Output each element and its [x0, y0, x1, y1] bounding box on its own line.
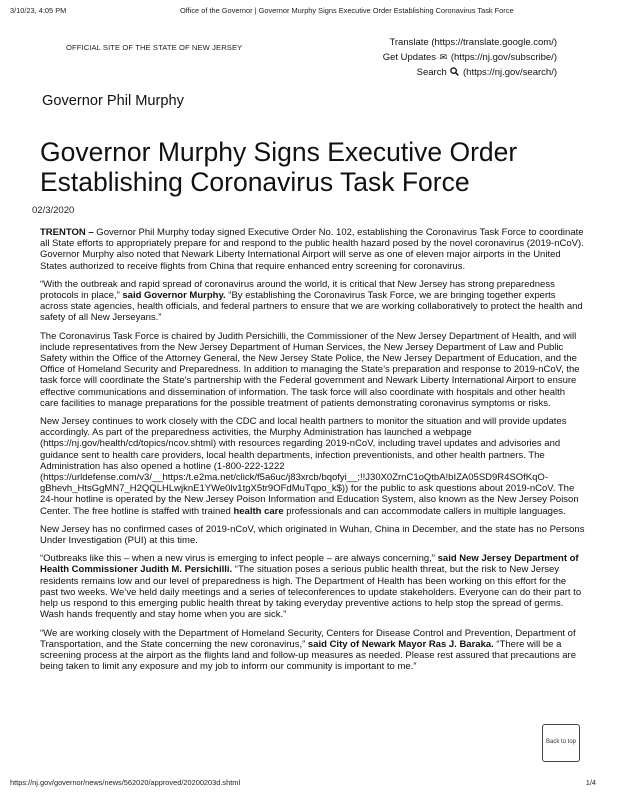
print-page-title: Office of the Governor | Governor Murphy Signs Executive Order Establishing Coronavirus Task Force	[180, 6, 514, 15]
print-header	[10, 6, 608, 18]
quote-attribution: said City of Newark Mayor Ras J. Baraka.	[305, 638, 494, 650]
paragraph: The Coronavirus Task Force is chaired by Judith Persichilli, the Commissioner of the New Jersey Department of Health, and will include representatives from the New Jersey Department of Human Services, the New Jersey Department of Law and Public Safety within the Office of the Attorney General, the New Jersey State Police, the New Jersey Department of Education, and the Office of Homeland Security and Preparedness. In addition to managing the State’s preparation and response to 2019-nCoV, the task force will coordinate the State’s partnership with the Federal government and Newark Liberty International Airport to ensure effective communications and dissemination of information. The task force will also coordinate with hospitals and other health care facilities to manage preparations for the possible treatment of patients demonstrating coronavirus symptoms or risks.	[40, 330, 580, 409]
paragraph: New Jersey continues to work closely with the CDC and local health partners to monitor the situation and will provide updates accordingly. As part of the preparedness activities, the Murphy Administration has launched a webpage (https://nj.gov/health/cd/topics/ncov.shtml) with resources regarding 2019-nCoV, including travel updates and advisories and guidance sent to health care providers, local health departments, infection preventionists, and other health partners. The Administration has also opened a hotline (1-800-222-1222 (https://urldefense.com/v3/__https:/t.e2ma.net/click/f5a6uc/j83xrcb/bqofyi__;!!J30X0ZrnC1oQtbA!bIZA05SD9R4SOfKqO-gBhevh_HtsGgMN7_H2QQLHLwjknE1YWe0lv1tgX5tr9OFdMuTqpo_k$)) for the public to ask questions about 2019-nCoV. The 24-hour hotline is operated by the New Jersey Poison Information and Education System, also known as the New Jersey Poison Center. The free hotline is staffed with trained health care professionals and can accommodate callers in multiple languages.	[40, 416, 579, 517]
article-date: 02/3/2020	[32, 205, 75, 216]
print-timestamp: 3/10/23, 4:05 PM	[10, 6, 67, 15]
governor-name[interactable]: Governor Phil Murphy	[42, 93, 184, 109]
health-care-emphasis: health care	[233, 505, 284, 517]
paragraph: “Outbreaks like this – when a new virus is emerging to infect people – are always concerning,” said New Jersey Department of Health Commissioner Judith M. Persichilli. “The situation poses a serious public health threat, but the risk to New Jersey residents remains low and our level of preparedness is high. The Department of Health has been working on this effort for the past two weeks. We’ve held daily meetings and a series of teleconferences to update stakeholders. Everyone can do their part to help us respond to this emerging public health threat by taking everyday preventive actions to help stop the spread of germs. Wash hands frequently and stay home when you are sick.”	[40, 553, 582, 621]
paragraph: “With the outbreak and rapid spread of coronavirus around the world, it is critical that New Jersey has strong preparedness protocols in place,” said Governor Murphy. “By establishing the Coronavirus Task Force, we are bringing together experts across state agencies, health officials, and federal partners to ensure that we are working collaboratively to protect the health and safety of all New Jerseyans.”	[40, 278, 583, 324]
paragraph: TRENTON – Governor Phil Murphy today signed Executive Order No. 102, establishing the Coronavirus Task Force to coordinate all State efforts to appropriately prepare for and respond to the public health hazard posed by the novel coronavirus (2019-nCoV). Governor Murphy also noted that Newark Liberty International Airport will serve as one of eleven major airports in the United States authorized to receive flights from China that require enhanced entry screening for coronavirus.	[40, 227, 584, 272]
page-number: 1/4	[585, 778, 596, 787]
get-updates-url: (https://nj.gov/subscribe/)	[450, 52, 557, 63]
article-body	[40, 227, 585, 679]
print-footer	[10, 778, 608, 787]
back-to-top-button[interactable]	[542, 724, 580, 762]
magnifier-icon	[450, 67, 459, 76]
paragraph: “We are working closely with the Department of Homeland Security, Centers for Disease Control and Prevention, Department of Transportation, and the State concerning the new coronavirus,” said City of Newark Mayor Ras J. Baraka. “There will be a screening process at the airport as the flights land and follow-up measures as needed. Please rest assured that precautions are being taken to limit any exposure and my job to inform our community is important to me.”	[40, 627, 577, 673]
dateline: TRENTON –	[40, 227, 94, 238]
get-updates-link[interactable]	[383, 50, 557, 65]
paragraph: New Jersey has no confirmed cases of 2019-nCoV, which originated in Wuhan, China in December, and the state has no Persons Under Investigation (PUI) at this time.	[40, 523, 585, 547]
get-updates-label: Get Updates	[382, 52, 437, 63]
article-headline: Governor Murphy Signs Executive Order Establishing Coronavirus Task Force	[40, 137, 518, 197]
search-url: (https://nj.gov/search/)	[463, 67, 557, 78]
utility-links	[383, 35, 557, 80]
print-url: https://nj.gov/governor/news/news/562020/approved/20200203d.shtml	[10, 778, 241, 787]
envelope-icon: ✉	[439, 52, 448, 62]
official-site-label: OFFICIAL SITE OF THE STATE OF NEW JERSEY	[66, 43, 243, 52]
quote-attribution: said New Jersey Department of Health Commissioner Judith M. Persichilli.	[40, 553, 579, 576]
search-label: Search	[416, 67, 447, 78]
translate-link[interactable]: Translate (https://translate.google.com/)	[389, 37, 557, 48]
back-to-top-label: Back to top	[545, 739, 577, 745]
quote-attribution: said Governor Murphy.	[119, 290, 226, 302]
search-link[interactable]	[383, 65, 557, 80]
